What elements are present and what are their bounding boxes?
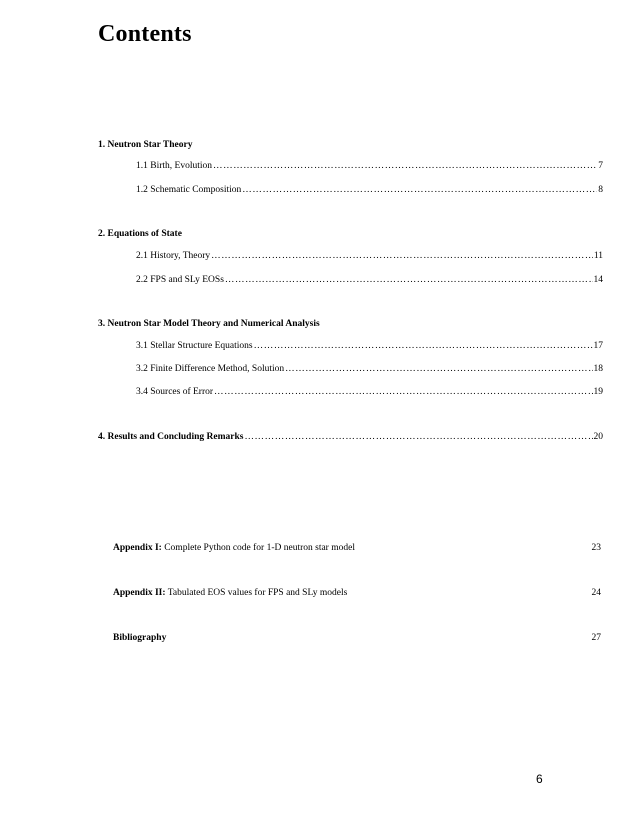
appendix-entry-2[interactable] [113, 587, 603, 599]
toc-entry-3-2[interactable] [136, 363, 603, 375]
dot-leader [214, 386, 592, 398]
toc-entry-1-1[interactable] [136, 160, 603, 172]
toc-entry-label: 1.1 Birth, Evolution [136, 161, 212, 171]
toc-entry-label: 1.2 Schematic Composition [136, 185, 242, 195]
appendix-label: Appendix I: [113, 543, 162, 553]
toc-entry-label: 2.1 History, Theory [136, 251, 211, 261]
page-title: Contents [98, 21, 192, 47]
toc-entry-page: 20 [593, 432, 603, 442]
toc-entry-4[interactable] [98, 431, 603, 443]
section-heading-3: 3. Neutron Star Model Theory and Numerical Analysis [98, 319, 320, 329]
section-heading-2: 2. Equations of State [98, 229, 182, 239]
bibliography-label: Bibliography [113, 633, 167, 643]
dot-leader [244, 431, 592, 443]
bibliography-page: 27 [591, 633, 601, 643]
dot-leader [254, 340, 593, 352]
appendix-entry-1[interactable] [113, 542, 603, 554]
toc-entry-page: 18 [593, 364, 603, 374]
appendix-description: Complete Python code for 1-D neutron star model [161, 543, 355, 553]
toc-entry-3-1[interactable] [136, 340, 603, 352]
toc-entry-label: 3.2 Finite Difference Method, Solution [136, 364, 285, 374]
appendix-label: Appendix II: [113, 588, 166, 598]
dot-leader [213, 160, 597, 172]
page-number: 6 [536, 772, 543, 786]
toc-entry-label: 3.4 Sources of Error [136, 387, 214, 397]
appendix-description: Tabulated EOS values for FPS and SLy models [165, 588, 348, 598]
section-heading-4: 4. Results and Concluding Remarks [98, 432, 244, 442]
toc-entry-label: 2.2 FPS and SLy EOSs [136, 275, 224, 285]
toc-entry-page: 8 [598, 185, 603, 195]
toc-entry-label: 3.1 Stellar Structure Equations [136, 341, 253, 351]
appendix-page: 23 [591, 543, 601, 553]
toc-entry-page: 19 [593, 387, 603, 397]
dot-leader [285, 363, 592, 375]
section-heading-1: 1. Neutron Star Theory [98, 140, 193, 150]
toc-entry-1-2[interactable] [136, 184, 603, 196]
bibliography-entry[interactable] [113, 632, 603, 644]
dot-leader [211, 250, 593, 262]
toc-entry-2-2[interactable] [136, 274, 603, 286]
toc-entry-page: 17 [593, 341, 603, 351]
toc-entry-2-1[interactable] [136, 250, 603, 262]
dot-leader [225, 274, 593, 286]
toc-entry-page: 7 [598, 161, 603, 171]
toc-entry-3-4[interactable] [136, 386, 603, 398]
appendix-page: 24 [591, 588, 601, 598]
toc-entry-page: 11 [593, 251, 603, 261]
dot-leader [242, 184, 597, 196]
toc-entry-page: 14 [593, 275, 603, 285]
